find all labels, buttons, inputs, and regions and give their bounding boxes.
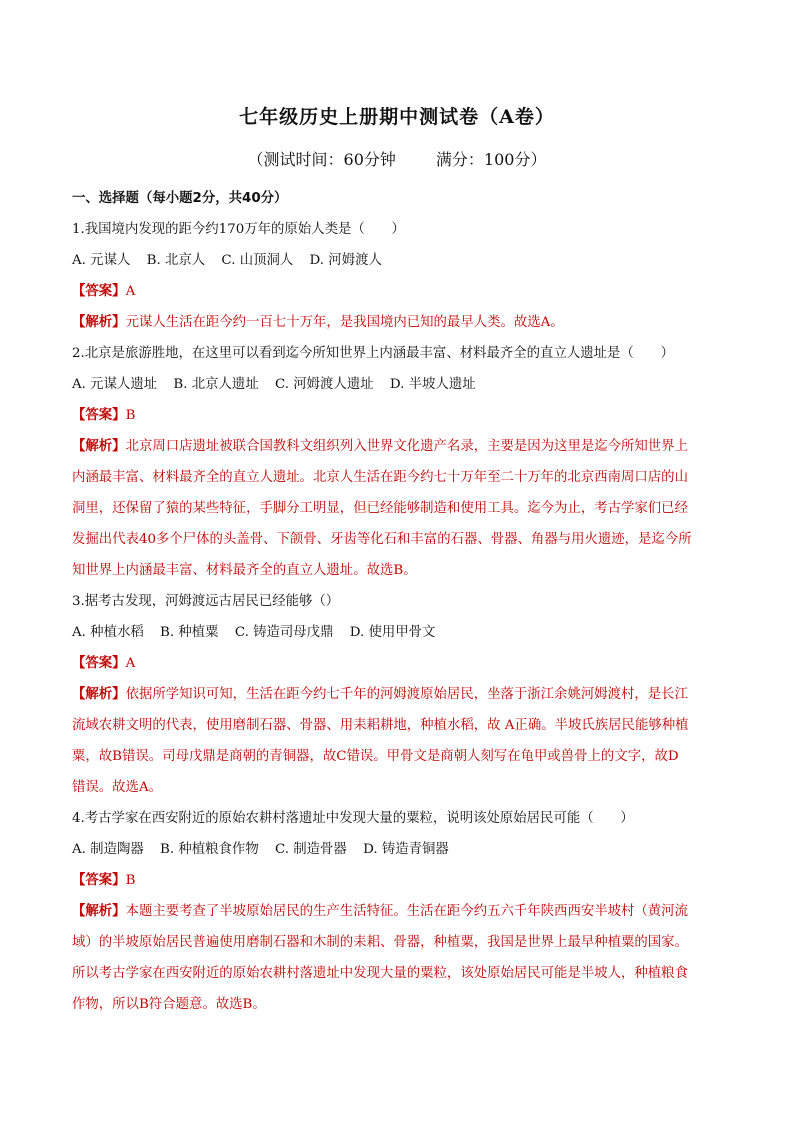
option-b: B. 北京人遗址 [173, 377, 259, 392]
option-c: C. 铸造司母戊鼎 [234, 625, 334, 640]
answer-line [72, 400, 724, 431]
analysis-line: 流域农耕文明的代表，使用磨制石器、骨器、用耒耜耕地，种植水稻，故 A正确。半坡氏族居民能够种植 [72, 718, 689, 733]
answer-value: B [125, 408, 136, 423]
test-time: （测试时间：60分钟 [247, 150, 396, 169]
option-c: C. 制造骨器 [274, 842, 347, 857]
analysis [72, 896, 724, 1020]
section-heading: 一、选择题（每小题2分，共40分） [72, 191, 288, 206]
question-options [72, 245, 724, 276]
answer-value: A [125, 656, 136, 671]
analysis-line: 内涵最丰富、材料最齐全的直立人遗址。北京人生活在距今约七十万年至二十万年的北京西南周口店的山 [72, 470, 688, 485]
analysis-line: 发掘出代表40多个尸体的头盖骨、下颌骨、牙齿等化石和丰富的石器、骨器、角器与用火遗迹，是迄今所 [72, 532, 692, 547]
option-c: C. 河姆渡人遗址 [274, 377, 374, 392]
page-title: 七年级历史上册期中测试卷（A卷） [239, 106, 555, 128]
answer-line [72, 276, 724, 307]
question-stem: 1.我国境内发现的距今约170万年的原始人类是（ ） [72, 222, 405, 237]
analysis-line: 知世界上内涵最丰富、材料最齐全的直立人遗址。故选B。 [72, 563, 417, 578]
answer-value: B [125, 873, 136, 888]
question-stem: 3.据考古发现，河姆渡远古居民已经能够（） [72, 594, 340, 609]
question-options [72, 834, 724, 865]
analysis-tag: 【解析】 [72, 686, 126, 702]
question-stem: 4.考古学家在西安附近的原始农耕村落遗址中发现大量的粟粒，说明该处原始居民可能（ ） [72, 811, 634, 826]
question-stem: 2.北京是旅游胜地，在这里可以看到迄今所知世界上内涵最丰富、材料最齐全的直立人遗址是（ ） [72, 346, 674, 361]
analysis-line: 本题主要考查了半坡原始居民的生产生活特征。生活在距今约五六千年陕西西安半坡村（黄河流 [125, 904, 688, 919]
analysis-tag: 【解析】 [72, 903, 126, 919]
analysis-line: 所以考古学家在西安附近的原始农耕村落遗址中发现大量的粟粒，该处原始居民可能是半坡人，种植粮食 [72, 966, 688, 981]
analysis-line: 元谋人生活在距今约一百七十万年，是我国境内已知的最早人类。故选A。 [125, 315, 564, 330]
answer-line [72, 648, 724, 679]
analysis-line: 依据所学知识可知，生活在距今约七千年的河姆渡原始居民，坐落于浙江余姚河姆渡村，是长江 [125, 687, 688, 702]
answer-tag: 【答案】 [72, 283, 126, 299]
question-4 [72, 803, 724, 1020]
analysis-line: 北京周口店遗址被联合国教科文组织列入世界文化遗产名录，主要是因为这里是迄今所知世界上 [125, 439, 688, 454]
answer-value: A [125, 284, 136, 299]
analysis-line: 粟，故B错误。司母戊鼎是商朝的青铜器，故C错误。甲骨文是商朝人刻写在龟甲或兽骨上的文字，故D [72, 749, 679, 764]
option-d: D. 铸造青铜器 [363, 842, 449, 857]
question-options [72, 617, 724, 648]
answer-line [72, 865, 724, 896]
full-score: 满分：100分） [435, 150, 547, 169]
analysis-tag: 【解析】 [72, 438, 126, 454]
question-options [72, 369, 724, 400]
option-b: B. 北京人 [146, 253, 206, 268]
option-a: A. 元谋人遗址 [72, 377, 158, 392]
question-1 [72, 214, 724, 338]
analysis [72, 679, 724, 803]
analysis-line: 洞里，还保留了猿的某些特征，手脚分工明显，但已经能够制造和使用工具。迄今为止，考古学家们已经 [72, 501, 688, 516]
option-a: A. 制造陶器 [72, 842, 144, 857]
answer-tag: 【答案】 [72, 655, 126, 671]
exam-content [72, 183, 724, 1020]
answer-tag: 【答案】 [72, 407, 126, 423]
analysis [72, 307, 724, 338]
option-a: A. 元谋人 [72, 253, 131, 268]
option-b: B. 种植粮食作物 [160, 842, 259, 857]
analysis-line: 错误。故选A。 [72, 780, 163, 795]
analysis-line: 作物，所以B符合题意。故选B。 [72, 997, 266, 1012]
analysis-tag: 【解析】 [72, 314, 126, 330]
option-d: D. 使用甲骨文 [349, 625, 436, 640]
question-3 [72, 586, 724, 803]
option-a: A. 种植水稻 [72, 625, 144, 640]
page-subtitle [0, 147, 794, 170]
analysis [72, 431, 724, 586]
option-b: B. 种植粟 [160, 625, 219, 640]
question-2 [72, 338, 724, 586]
option-d: D. 半坡人遗址 [389, 377, 476, 392]
option-c: C. 山顶洞人 [221, 253, 294, 268]
answer-tag: 【答案】 [72, 872, 126, 888]
option-d: D. 河姆渡人 [309, 253, 382, 268]
analysis-line: 域）的半坡原始居民普遍使用磨制石器和木制的耒耜、骨器，种植粟，我国是世界上最早种植粟的国家。 [72, 935, 688, 950]
